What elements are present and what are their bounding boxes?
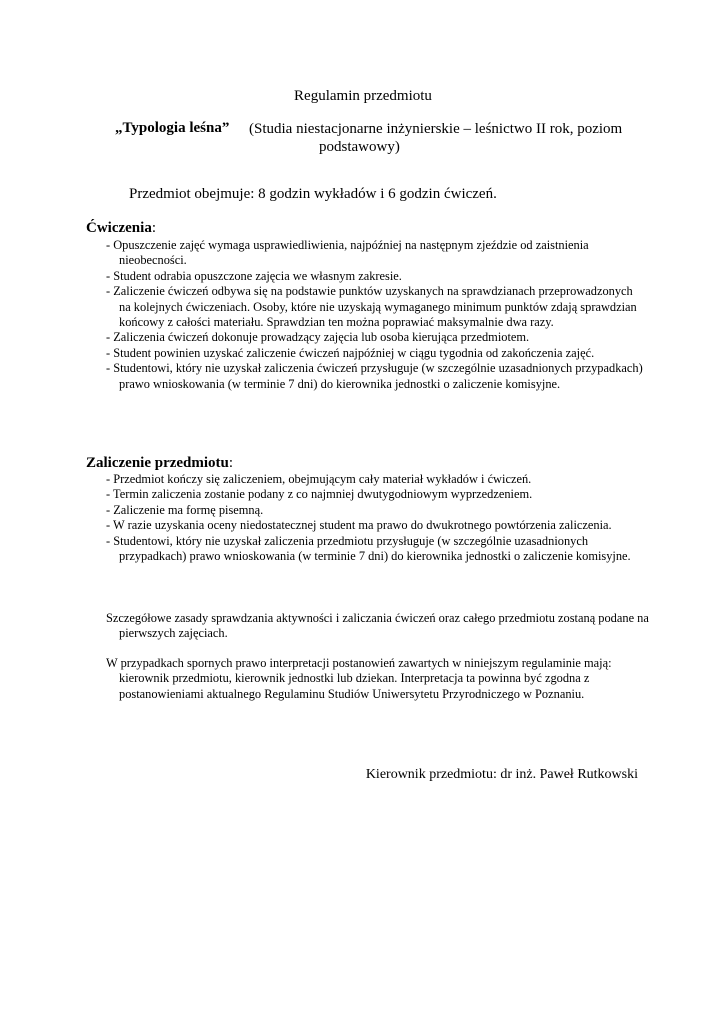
exercises-heading xyxy=(86,220,156,237)
list-item: - Studentowi, który nie uzyskał zaliczenia przedmiotu przysługuje (w szczególnie uzasadnionych przypadkach) prawo wnioskowania (w terminie 7 dni) do kierownika jednostki o zaliczenie komisyjne. xyxy=(106,533,631,564)
disputes-paragraph: W przypadkach spornych prawo interpretacji postanowień zawartych w niniejszym regulaminie mają: kierownik przedmiotu, kierownik jednostki lub dziekan. Interpretacja ta powinna być zgodna z postanowieniami aktualnego Regulaminu Studiów Uniwersytetu Przyrodniczego w Poznaniu. xyxy=(106,656,612,701)
details-paragraph: Szczegółowe zasady sprawdzania aktywności i zaliczania ćwiczeń oraz całego przedmiotu zostaną podane na pierwszych zajęciach. xyxy=(106,611,649,641)
exercises-heading-label: Ćwiczenia xyxy=(86,220,152,236)
course-pass-heading xyxy=(86,455,233,472)
list-item: - Zaliczenie ma formę pisemną. xyxy=(106,502,264,517)
list-item: - Student odrabia opuszczone zajęcia we własnym zakresie. xyxy=(106,268,402,283)
list-item: - W razie uzyskania oceny niedostatecznej student ma prawo do dwukrotnego powtórzenia zaliczenia. xyxy=(106,518,612,533)
list-item: - Przedmiot kończy się zaliczeniem, obejmującym cały materiał wykładów i ćwiczeń. xyxy=(106,472,532,486)
hours-summary: Przedmiot obejmuje: 8 godzin wykładów i 6 godzin ćwiczeń. xyxy=(129,186,497,202)
studies-info-line-2: podstawowy) xyxy=(319,139,400,155)
subject-name: „Typologia leśna” xyxy=(115,120,230,136)
course-pass-list xyxy=(106,472,646,564)
list-item: - Student powinien uzyskać zaliczenie ćwiczeń najpóźniej w ciągu tygodnia od zakończenia zajęć. xyxy=(106,345,595,360)
list-item: - Zaliczenie ćwiczeń odbywa się na podstawie punktów uzyskanych na sprawdzianach przeprowadzonych na kolejnych ćwiczeniach. Osoby, które nie uzyskają wymaganego minimum punktów zdają sprawdzian końcowy z całości materiału. Sprawdzian ten można poprawiać maksymalnie dwa razy. xyxy=(106,284,637,330)
studies-info-line-1: (Studia niestacjonarne inżynierskie – leśnictwo II rok, poziom xyxy=(249,121,623,137)
exercises-list xyxy=(106,238,646,392)
list-item: - Zaliczenia ćwiczeń dokonuje prowadzący zajęcia lub osoba kierująca przedmiotem. xyxy=(106,330,530,345)
document-title: Regulamin przedmiotu xyxy=(294,88,432,104)
course-pass-heading-colon: : xyxy=(228,455,234,471)
list-item: - Opuszczenie zajęć wymaga usprawiedliwienia, najpóźniej na następnym zjeździe od zaistnienia nieobecności. xyxy=(106,238,589,268)
exercises-heading-colon: : xyxy=(151,220,156,236)
studies-info xyxy=(249,120,649,156)
course-pass-heading-label: Zaliczenie przedmiotu xyxy=(86,455,229,471)
list-item: - Termin zaliczenia zostanie podany z co najmniej dwutygodniowym wyprzedzeniem. xyxy=(106,487,533,502)
signature: Kierownik przedmiotu: dr inż. Paweł Rutkowski xyxy=(365,767,638,782)
list-item: - Studentowi, który nie uzyskał zaliczenia ćwiczeń przysługuje (w szczególnie uzasadnionych przypadkach) prawo wnioskowania (w terminie 7 dni) do kierownika jednostki o zaliczenie komisyjne. xyxy=(106,361,643,391)
